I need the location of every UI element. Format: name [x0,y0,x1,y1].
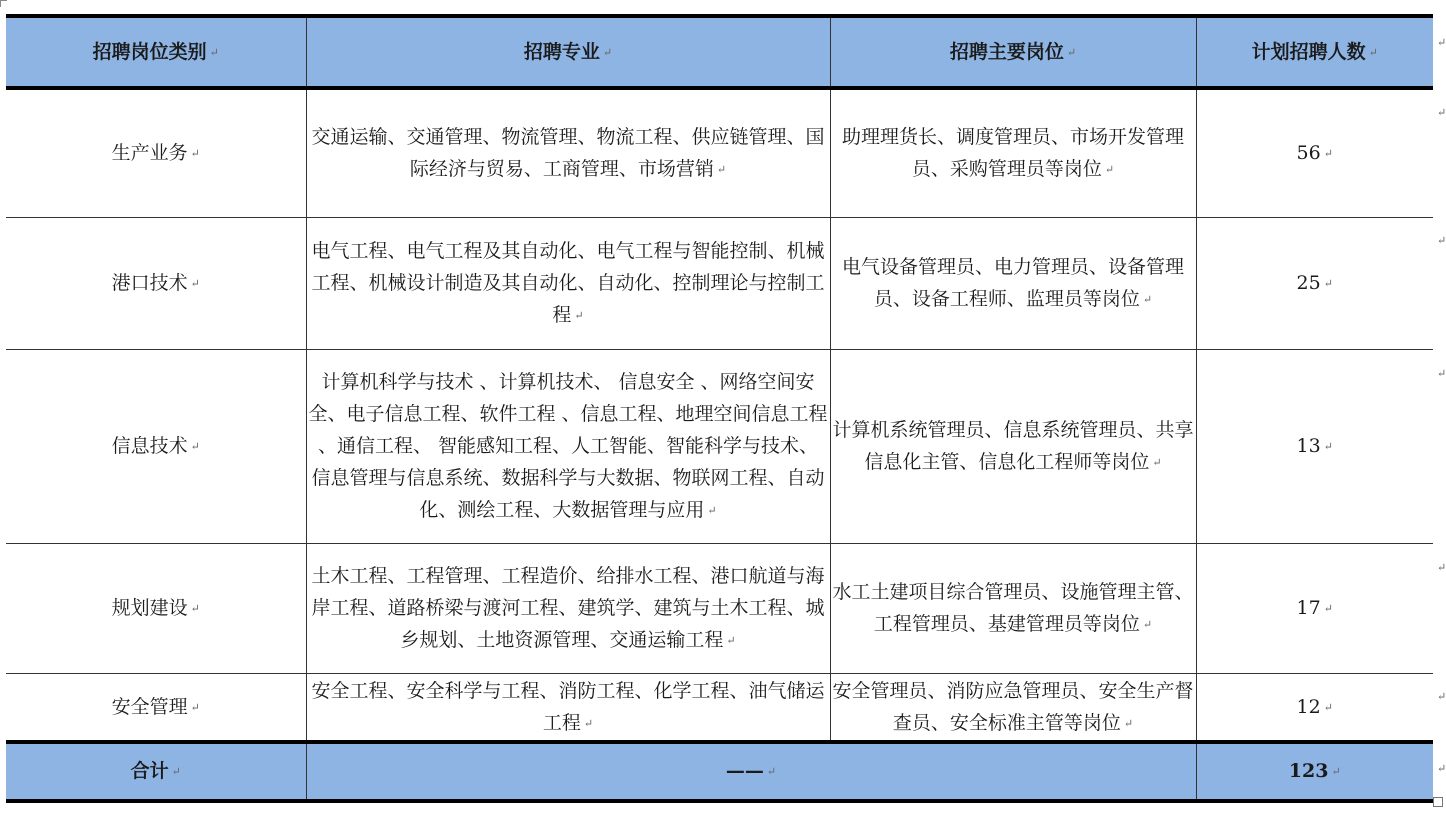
row-end-mark: ↵ [1437,234,1446,247]
category-cell: 安全管理 ↵ [6,674,306,743]
header-category: 招聘岗位类别 ↵ [6,16,306,88]
positions-cell: 计算机系统管理员、信息系统管理员、共享信息化主管、信息化工程师等岗位 ↵ [830,350,1196,544]
positions-cell: 电气设备管理员、电力管理员、设备管理员、设备工程师、监理员等岗位 ↵ [830,218,1196,350]
page-corner-mark [0,0,7,7]
row-end-mark: ↵ [1437,762,1446,775]
total-row [6,742,1433,801]
majors-cell: 安全工程、安全科学与工程、消防工程、化学工程、油气储运工程 ↵ [306,674,830,743]
total-count: 123 ↵ [1196,742,1433,801]
count-cell: 12 ↵ [1196,674,1433,743]
row-end-mark: ↵ [1437,106,1446,119]
total-label: 合计 ↵ [6,742,306,801]
header-count: 计划招聘人数 ↵ [1196,16,1433,88]
total-dash: —— ↵ [306,742,1196,801]
category-cell: 规划建设 ↵ [6,544,306,674]
positions-cell: 水工土建项目综合管理员、设施管理主管、工程管理员、基建管理员等岗位 ↵ [830,544,1196,674]
table-row [6,350,1433,544]
recruitment-table [6,14,1433,803]
majors-cell: 计算机科学与技术 、计算机技术、 信息安全 、网络空间安全、电子信息工程、软件工程 、信息工程、地理空间信息工程 、通信工程、 智能感知工程、人工智能、智能科学与技术、 信息管理与信息系统、数据科学与大数据、物联网工程、自动化、测绘工程、大数据管理与应用 ↵ [306,350,830,544]
table-row [6,218,1433,350]
row-end-mark: ↵ [1437,561,1446,574]
category-cell: 港口技术 ↵ [6,218,306,350]
majors-cell: 电气工程、电气工程及其自动化、电气工程与智能控制、机械工程、机械设计制造及其自动化、自动化、控制理论与控制工程 ↵ [306,218,830,350]
category-cell: 信息技术 ↵ [6,350,306,544]
positions-cell: 安全管理员、消防应急管理员、安全生产督查员、安全标准主管等岗位 ↵ [830,674,1196,743]
header-major: 招聘专业 ↵ [306,16,830,88]
count-cell: 13 ↵ [1196,350,1433,544]
row-end-mark: ↵ [1437,690,1446,703]
row-end-mark: ↵ [1437,36,1446,49]
table-header-row [6,16,1433,88]
category-cell: 生产业务 ↵ [6,88,306,218]
positions-cell: 助理理货长、调度管理员、市场开发管理员、采购管理员等岗位 ↵ [830,88,1196,218]
row-end-mark: ↵ [1437,367,1446,380]
count-cell: 25 ↵ [1196,218,1433,350]
table-row [6,544,1433,674]
count-cell: 56 ↵ [1196,88,1433,218]
majors-cell: 土木工程、工程管理、工程造价、给排水工程、港口航道与海岸工程、道路桥梁与渡河工程、建筑学、建筑与土木工程、城乡规划、土地资源管理、交通运输工程 ↵ [306,544,830,674]
table-row [6,674,1433,743]
count-cell: 17 ↵ [1196,544,1433,674]
majors-cell: 交通运输、交通管理、物流管理、物流工程、供应链管理、国际经济与贸易、工商管理、市场营销 ↵ [306,88,830,218]
table-row [6,88,1433,218]
document-end-marker [1433,797,1443,807]
header-position: 招聘主要岗位 ↵ [830,16,1196,88]
